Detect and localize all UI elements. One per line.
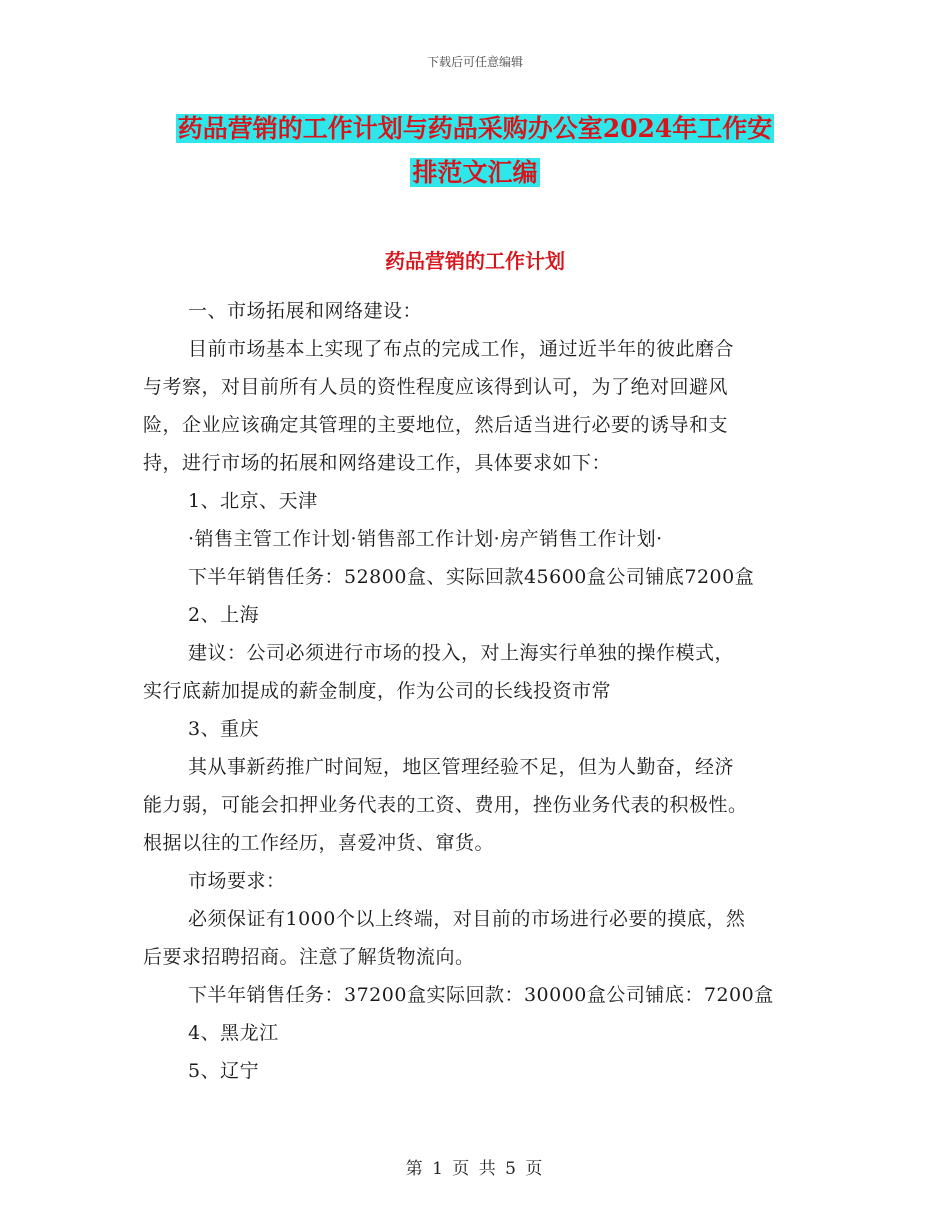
section-title: 药品营销的工作计划 — [385, 249, 565, 273]
paragraph-line: 后要求招聘招商。注意了解货物流向。 — [143, 946, 475, 968]
paragraph-line: 目前市场基本上实现了布点的完成工作，通过近半年的彼此磨合 — [188, 338, 735, 360]
paragraph-line: 一、市场拓展和网络建设： — [188, 300, 423, 322]
header-note: 下载后可任意编辑 — [426, 55, 523, 69]
paragraph-line: 市场要求： — [188, 870, 286, 892]
paragraph-line: 2、上海 — [188, 604, 260, 626]
paragraph-line: 持，进行市场的拓展和网络建设工作，具体要求如下： — [143, 452, 612, 474]
page-footer: 第 1 页 共 5 页 — [405, 1159, 545, 1179]
paragraph-line: 必须保证有1000个以上终端，对目前的市场进行必要的摸底，然 — [188, 908, 746, 930]
document-title-text-1: 药品营销的工作计划与药品采购办公室2024年工作安 — [177, 114, 773, 143]
paragraph-line: 下半年销售任务：52800盒、实际回款45600盒公司铺底7200盒 — [188, 566, 755, 588]
document-title-line-2 — [140, 151, 810, 195]
paragraph-line: ·销售主管工作计划·销售部工作计划·房产销售工作计划· — [188, 528, 663, 550]
paragraph-line: 根据以往的工作经历，喜爱冲货、窜货。 — [143, 832, 495, 854]
paragraph-line: 与考察，对目前所有人员的资性程度应该得到认可，为了绝对回避风 — [143, 376, 729, 398]
document-body — [143, 292, 815, 1090]
paragraph-line: 5、辽宁 — [188, 1060, 260, 1082]
paragraph-line: 4、黑龙江 — [188, 1022, 279, 1044]
paragraph-line: 建议：公司必须进行市场的投入，对上海实行单独的操作模式， — [188, 642, 735, 664]
paragraph-line: 其从事新药推广时间短，地区管理经验不足，但为人勤奋，经济 — [188, 756, 735, 778]
document-title-text-2: 排范文汇编 — [412, 158, 538, 187]
paragraph-line: 险，企业应该确定其管理的主要地位，然后适当进行必要的诱导和支 — [143, 414, 729, 436]
paragraph-line: 实行底薪加提成的薪金制度，作为公司的长线投资市常 — [143, 680, 612, 702]
paragraph-line: 3、重庆 — [188, 718, 260, 740]
paragraph-line: 1、北京、天津 — [188, 490, 318, 512]
paragraph-line: 下半年销售任务：37200盒实际回款：30000盒公司铺底：7200盒 — [188, 984, 774, 1006]
paragraph-line: 能力弱，可能会扣押业务代表的工资、费用，挫伤业务代表的积极性。 — [143, 794, 748, 816]
document-title-line-1 — [140, 107, 810, 151]
